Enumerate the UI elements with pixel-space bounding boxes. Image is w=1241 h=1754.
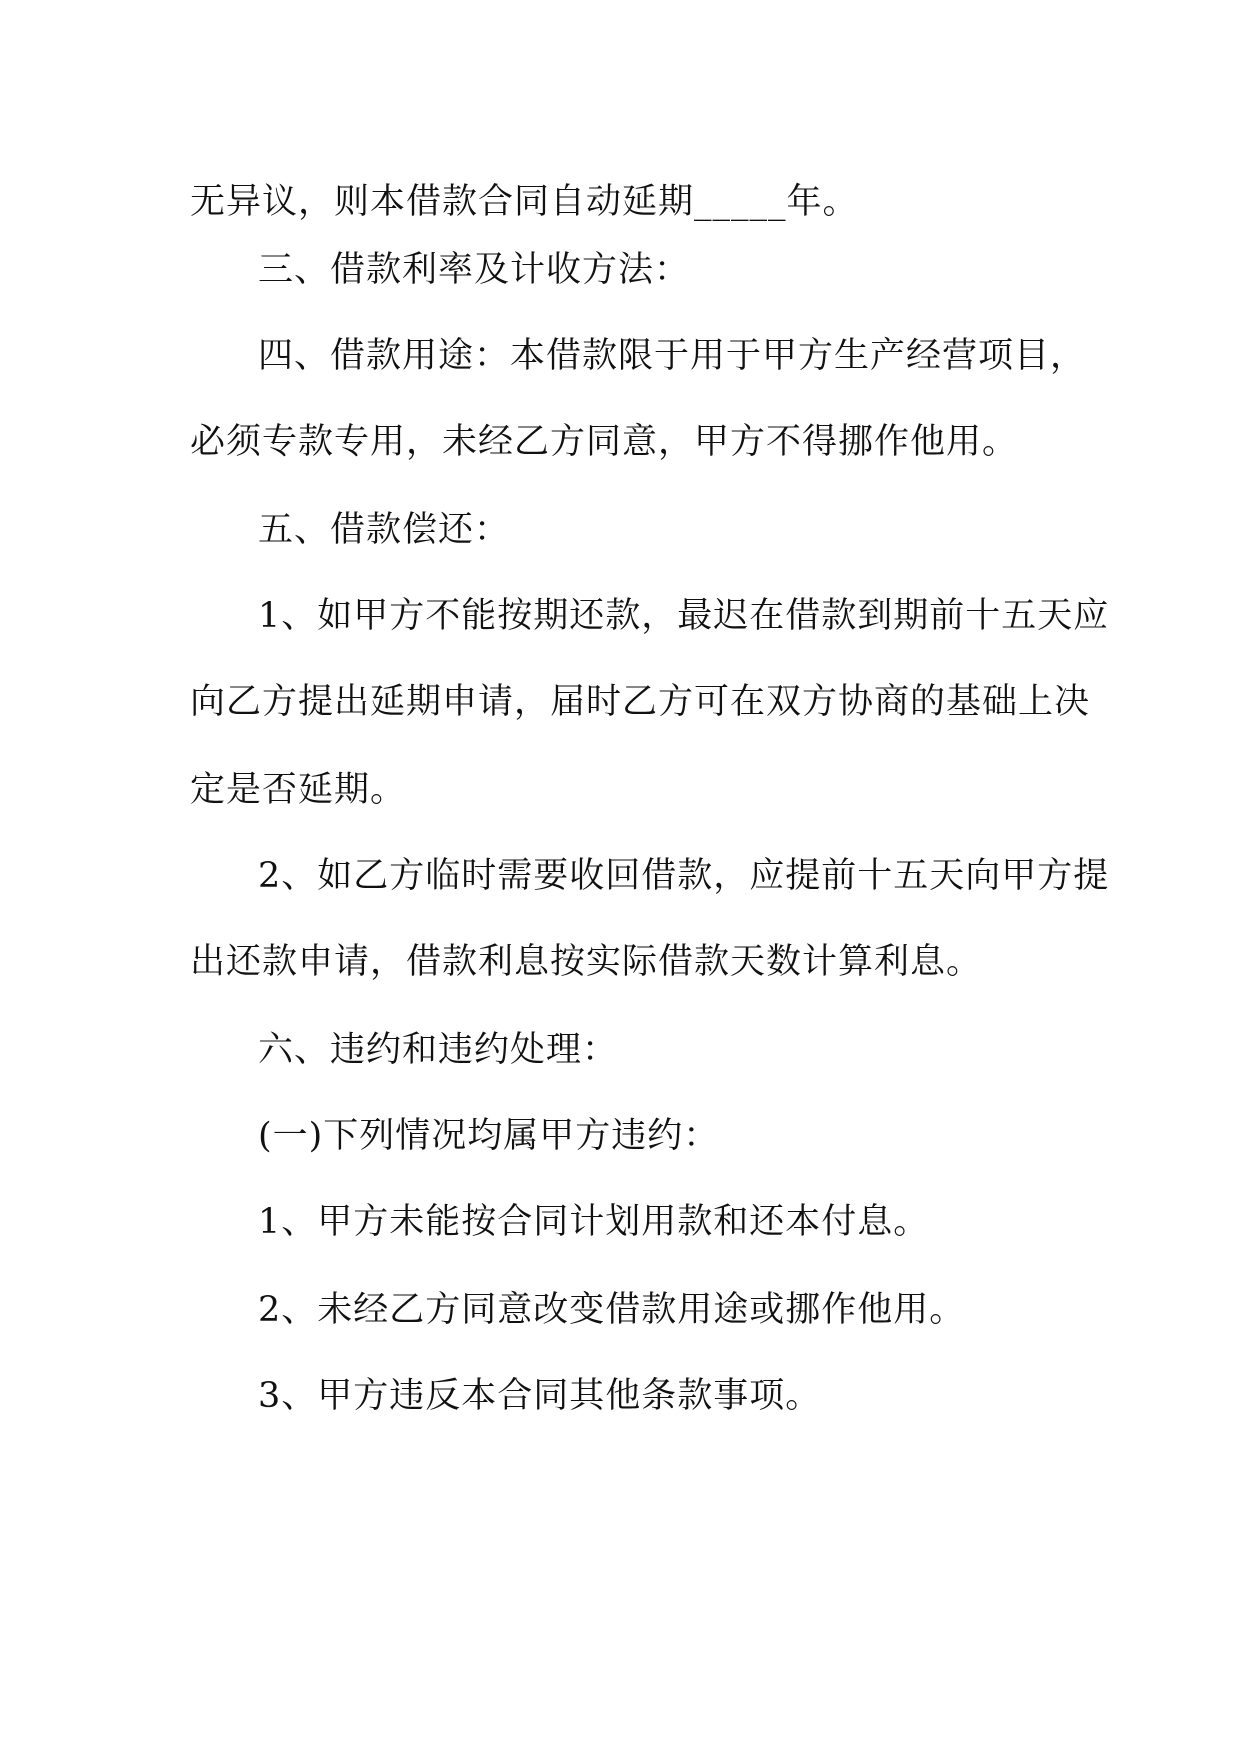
list-item: 2、未经乙方同意改变借款用途或挪作他用。 <box>258 1290 966 1330</box>
paragraph-line: 1、如甲方不能按期还款，最迟在借款到期前十五天应 <box>258 596 1110 636</box>
section-heading: 五、借款偿还： <box>258 510 511 550</box>
list-item: 3、甲方违反本合同其他条款事项。 <box>258 1376 822 1416</box>
list-item: 1、甲方未能按合同计划用款和还本付息。 <box>258 1202 930 1242</box>
paragraph-line: 必须专款专用，未经乙方同意，甲方不得挪作他用。 <box>190 422 1019 462</box>
paragraph-line: 2、如乙方临时需要收回借款，应提前十五天向甲方提 <box>258 856 1110 896</box>
section-heading: 六、违约和违约处理： <box>258 1030 619 1070</box>
section-heading: 四、借款用途：本借款限于用于甲方生产经营项目， <box>258 336 1087 376</box>
section-heading: 三、借款利率及计收方法： <box>258 250 691 290</box>
paragraph-line: 出还款申请，借款利息按实际借款天数计算利息。 <box>190 942 983 982</box>
paragraph-line: 向乙方提出延期申请，届时乙方可在双方协商的基础上决 <box>190 682 1091 722</box>
paragraph-line: 无异议，则本借款合同自动延期_____年。 <box>190 182 859 222</box>
paragraph-line: 定是否延期。 <box>190 770 407 810</box>
subsection-heading: (一)下列情况均属甲方违约： <box>258 1116 720 1156</box>
